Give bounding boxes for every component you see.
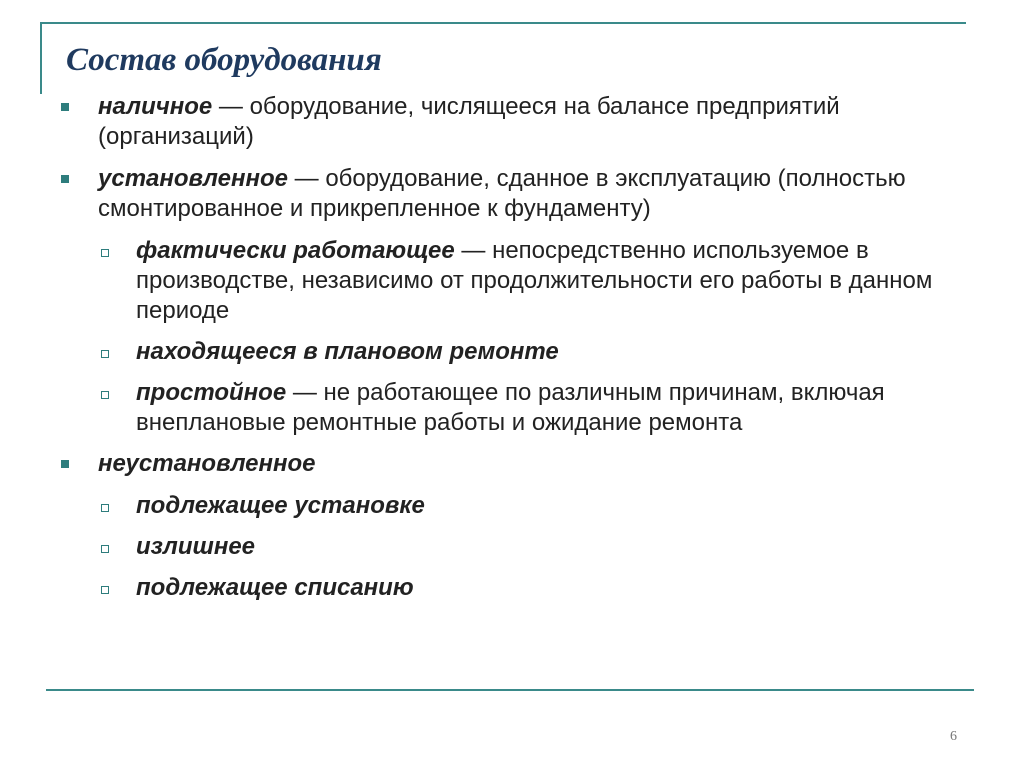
slide-frame-left-line [40, 22, 42, 94]
term: находящееся в плановом ремонте [136, 338, 559, 365]
sublist-item-to-install [58, 491, 978, 521]
square-bullet-icon [61, 175, 69, 183]
sublist-item-idle [58, 378, 978, 438]
definition: — оборудование, числящееся на балансе предприятий (организаций) [98, 93, 840, 150]
definition: — оборудование, сданное в эксплуатацию (полностью смонтированное и прикрепленное к фундаменту) [98, 165, 906, 222]
hollow-square-bullet-icon [101, 350, 109, 358]
hollow-square-bullet-icon [101, 504, 109, 512]
term: простойное [136, 379, 287, 406]
term: неустановленное [98, 450, 316, 477]
list-item-available [58, 92, 978, 152]
list-item-not-installed [58, 449, 978, 479]
term: наличное [98, 93, 213, 120]
slide-title: Состав оборудования [66, 42, 382, 78]
bottom-divider [46, 689, 974, 691]
slide-frame-top-line [40, 22, 966, 24]
definition: — не работающее по различным причинам, включая внеплановые ремонтные работы и ожидание ремонта [136, 379, 885, 436]
term: фактически работающее [136, 237, 455, 264]
page-number: 6 [950, 729, 957, 744]
sublist-item-working [58, 236, 978, 326]
sublist-item-surplus [58, 532, 978, 562]
term: излишнее [136, 533, 256, 560]
term: установленное [98, 165, 288, 192]
sublist-item-planned-repair [58, 337, 978, 367]
hollow-square-bullet-icon [101, 391, 109, 399]
hollow-square-bullet-icon [101, 249, 109, 257]
slide-content [58, 92, 978, 614]
hollow-square-bullet-icon [101, 586, 109, 594]
hollow-square-bullet-icon [101, 545, 109, 553]
sublist-item-write-off [58, 573, 978, 603]
definition: — непосредственно используемое в производстве, независимо от продолжительности его работы в данном периоде [136, 237, 933, 324]
term: подлежащее списанию [136, 574, 414, 601]
square-bullet-icon [61, 460, 69, 468]
list-item-installed [58, 164, 978, 224]
term: подлежащее установке [136, 492, 425, 519]
square-bullet-icon [61, 103, 69, 111]
